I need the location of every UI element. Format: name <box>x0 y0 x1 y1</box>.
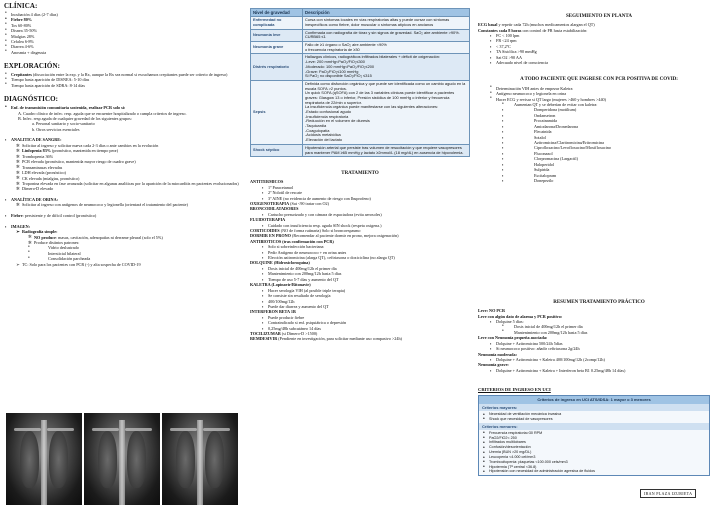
list-item: ▪ Sotalol <box>478 135 720 140</box>
icu-criteria-box <box>478 395 710 476</box>
list-item: • Antígeno neumococo y legionela en orina <box>478 91 720 96</box>
severity-desc: Hipotensión arterial que persiste tras volumen de resucitación y que requiere vasopresores para mantener PAM ≥65 mmHg y lactato ≥2mmol/L (18 mg/dL) en ausencia de hipovolemia. <box>303 144 470 156</box>
list-item: ▪ Dolquine + Azitromicina 500/24h 5días <box>478 341 720 346</box>
list-item: ▪ IMAGEN: <box>4 224 242 229</box>
list-item: • Aumentan QT y se deberían de evitar con kaletra: <box>478 102 720 107</box>
right-column <box>478 0 720 184</box>
severity-desc: Cursa con síntomas locales en vías respiratorias altas y puede cursar con síntomas inespecíficos como fiebre, dolor muscular o síntomas atípicos en ancianos <box>303 17 470 29</box>
analitica-sangre <box>4 137 242 191</box>
resumen-title: RESUMEN TRATAMIENTO PRÁCTICO <box>553 300 645 305</box>
list-item: ✲ Solicitar al ingreso y solicitar nueva cada 2-3 días o ante cambios en la evolución <box>4 143 242 148</box>
chest-xray-image <box>84 413 160 505</box>
severity-desc: Fallo de ≥1 órgano o SaO₂ aire ambiente <90% o frecuencia respiratoria de ≥30 <box>303 42 470 54</box>
list-item: ▪ Pedir Antígeno de neumococo + en orina antes <box>250 250 470 255</box>
list-item: ▪ Adecuado nivel de consciencia <box>478 60 720 65</box>
list-item: • Necesidad de ventilación mecánica invasiva <box>482 412 706 417</box>
list-item: • Intersticial bilateral <box>4 251 242 256</box>
fiebre-section <box>4 213 242 218</box>
list-item: ✲ NO produce: masas, cavitación, adenopatías ni derrame pleural (solo el 5%) <box>4 235 242 240</box>
leve-neumo-title: Leve con Neumonía pequeña asociada: <box>478 335 548 341</box>
list-item: ▪ Dolquine + Azitromicina + Kaletra + Interferon beta B1 0.25mg/48h 14 días) <box>478 368 720 373</box>
list-item: • Incubación 4 días (2-7 días) <box>4 12 242 17</box>
list-item: ✲ Trombopenia 36% <box>4 154 242 159</box>
list-item: ▪ Sat O2 >90 AA <box>478 55 720 60</box>
list-item: • Shock que necesidad de vasopresores <box>482 417 706 422</box>
list-item: • Disnea 35-50% <box>4 28 242 33</box>
list-item: ▪ Solo si sobreinfección bacteriana <box>250 244 470 249</box>
exploracion-list <box>4 72 242 88</box>
severity-desc: Definida como disfunción orgánica y que puede ser identificada como un cambio agudo en la escala SOFA >2 puntos. Un quick SOFA (qSOFA) con 2 de las 3 variables clínicas puede identificar a pacientes graves: Glasgow 13 o inferior, Presión sistólica de 100 mmHg o inferior y frecuencia respiratoria de 22/min o superior. La insuficiencia orgánica puede manifestarse con las siguientes alteraciones: -Estado confusional agudo -Insuficiencia respiratoria -Reducción en el volumen de diuresis -Taquicardia -Coagulopatía -Acidosis metabólica -Elevación del lactato <box>303 80 470 144</box>
antibioticos-title: ANTIBIOTICOS (tras confirmación con PCR) <box>250 238 334 244</box>
list-item: ▪ Puede producir fiebre <box>250 315 470 320</box>
list-item: ▪ Se consiste sin resultado de serología <box>250 293 470 298</box>
kaletra-title: KALETRA (Lopinavir/Ritonavir) <box>250 282 311 288</box>
table-row <box>251 42 470 54</box>
list-item: ▪ Mantenimiento con 200mg/12h hasta 5 días <box>250 271 470 276</box>
list-item: • Confusión/desorientación <box>482 445 706 450</box>
moderada-title: Neumonía moderada: <box>478 351 517 357</box>
list-item: • Hacer ECG y revisar si QT largo (mujeres >460 y hombres >440) <box>478 97 720 102</box>
list-item: B. Infec. resp aguda de cualquier gravedad de los siguientes grupos: <box>18 115 132 121</box>
list-item: ▪ Cuidado con insuficiencia resp. aguda SIN shock (respeta oxigena.) <box>250 223 470 228</box>
diagnostico-title: DIAGNÓSTICO: <box>4 95 59 104</box>
list-item: • Mantenimiento con 200mg/12h hasta 5 días <box>478 330 720 335</box>
list-item: ▪ Ondansetron <box>478 113 720 118</box>
constantes-list <box>478 33 720 65</box>
list-item: ▪ Si neumococo positivo: añadir ceftriaxona 2g/24h <box>478 346 720 351</box>
list-item: ▪ Puede dar diarrea y aumento del QT <box>250 304 470 309</box>
list-item: ▪ 1º Paracetamol <box>250 185 470 190</box>
list-item: • Infiltrados multilobares <box>482 440 706 445</box>
list-item: ▪ 0,25mg/48h subcutáneo 14 días <box>250 326 470 331</box>
table-row <box>251 17 470 29</box>
list-item: ▪ Tiempo de uso 5-7 días y aumento del QT <box>250 277 470 282</box>
list-item: • PaO2/FiO2< 250 <box>482 436 706 441</box>
severity-desc: Confirmada con radiografía de tórax y sin signos de gravedad. SaO₂ aire ambiente >90%. CURB65 ≤1 <box>303 29 470 41</box>
clinica-list <box>4 12 242 55</box>
list-item: ✲ Produce distintos patrones: <box>4 240 242 245</box>
list-item: • Dosis inicial de 400mg/12h el primer día <box>478 324 720 329</box>
list-item: ▪ 400/100mg/12h <box>250 299 470 304</box>
list-item: • Enf. de transmisión comunitaria sostenida, realizar PCR solo si: <box>4 105 242 110</box>
dolquine-title: DOLQUINE (Hidroxicloroquina) <box>250 260 310 266</box>
severity-desc: Hallazgos clínicos, radiográficos infiltrados bilaterales + déficit de oxigenación: -Leve: 200 mmHg<PaO₂/FiO₂≤300 -Moderado: 100 mmHg<PaO₂/FiO₂≤200 -Grave: PaO₂/FiO₂≤100 mmHg Si PaO₂ no disponible SaO₂/FiO₂ ≤315 <box>303 54 470 80</box>
list-item: ➢ Radiografía simple: <box>4 229 242 234</box>
list-item: • Vidrio deslustrado <box>4 245 242 250</box>
grave-title: Neumonía grave: <box>478 362 509 368</box>
list-item: • Hipotensión con necesidad de administración agresiva de fluidos <box>482 469 706 474</box>
list-item: • Tiempo hasta aparición de DISNEA: 5-10 días <box>4 77 242 82</box>
dormir-prono: DORMIR EN PRONO (Recomendar al paciente dormir en prono, mejora oxigenación) <box>250 233 399 239</box>
icu-box-title: Criterios de ingreso en UCI ATS/IDSA: 1 mayor o 3 menores <box>479 396 709 404</box>
analitica-orina <box>4 197 242 208</box>
middle-column <box>250 0 470 342</box>
list-item: ▪ Dolquine + Azitromicina + Kaletra 400/100mg/12h (2comp/12h) <box>478 357 720 362</box>
author-label: IBAN PLAZA IZURIETA <box>640 489 696 498</box>
chest-xray-image <box>162 413 238 505</box>
icu-menores-title: Criterios menores: <box>479 423 709 430</box>
severity-level: Neumonía grave <box>251 42 303 54</box>
antitermicos-title: ANTITERMICOS <box>250 179 284 185</box>
constantes: Constantes cada 8 horas con control de FR hasta estabilización: <box>478 27 588 33</box>
antitermicos-list <box>250 185 470 201</box>
icu-mayores-title: Criterios mayores: <box>479 404 709 411</box>
list-item: ▪ 3º AINE (no evidencia de aumento de riesgo con Ibuprofeno) <box>250 196 470 201</box>
clinica-title: CLÍNICA: <box>4 2 38 10</box>
list-item: • Uremia (BUN >20 mg/DL) <box>482 450 706 455</box>
table-header: Descripción <box>303 9 470 17</box>
exploracion-title: EXPLORACIÓN: <box>4 62 61 71</box>
list-item: • Trombocitopenia: plaquetas <100.000 cels/mm3 <box>482 460 706 465</box>
list-item: ➢ TC: Solo para los pacientes con PCR (-) y alta sospecha de COVID-19 <box>4 262 242 267</box>
chest-xray-image <box>6 413 82 505</box>
list-item: ▪ ANALITICA DE SANGRE: <box>4 137 242 142</box>
table-header: Nivel de gravedad <box>251 9 303 17</box>
list-item: • Diarrea 4-6% <box>4 44 242 49</box>
leve-no-pcr: Leve: NO PCR <box>478 308 505 314</box>
list-item: ▪ TA Sistólica >90 mmHg <box>478 49 720 54</box>
ecg-basal: ECG basal y repetir cada 72h (muchos medicamentos alargan el QT) <box>478 22 595 28</box>
list-item: ▪ 2º Nolotil de rescate <box>250 190 470 195</box>
severity-table <box>250 8 470 157</box>
list-item: • Leucopenia <4.000 cel/mm3 <box>482 455 706 460</box>
tocilizumab: TOCILIZUMAB (si Dímero-D >1500) <box>250 331 318 337</box>
list-item: • Frecuencia respiratoria>30 RPM <box>482 431 706 436</box>
list-item: ✲ Linfopenia 83% (pronóstico, mantenida en tiempo peor) <box>4 148 242 153</box>
list-item: ✲ PCR elevada (pronóstico, mantenida mayor riesgo de cuadro grave) <box>4 159 242 164</box>
list-item: ▪ Amiodarona/Dronedarona <box>478 124 720 129</box>
pcr-positivo-title: A TODO PACIENTE QUE INGRESE CON PCR POSITIVA DE COVID: <box>520 77 678 83</box>
list-item: ▪ Flecainida <box>478 129 720 134</box>
list-item: A. Cuadro clínico de infec. resp. aguda que se encuentre hospitalizado o cumpla criterios de ingreso. <box>18 110 187 116</box>
left-column <box>4 0 242 267</box>
severity-level: Enfermedad no complicada <box>251 17 303 29</box>
severity-level: Sepsis <box>251 80 303 144</box>
list-item: ▪ Hacer serología VIH (al posible triple terapia) <box>250 288 470 293</box>
list-item: a. Personal sanitario y socio-sanitario <box>32 121 95 127</box>
table-row <box>251 29 470 41</box>
oxigenoterapia: OXIGENOTERAPIA (Sat <90 tratar con O2) <box>250 201 330 207</box>
list-item: ▪ Clorpromacina (Largactil) <box>478 156 720 161</box>
fluidoterapia-title: FLUIDOTERAPIA <box>250 217 286 223</box>
severity-level: Distrés respiratorio <box>251 54 303 80</box>
list-item: • Consolidación parcheada <box>4 256 242 261</box>
list-item: ✲ Transaminasas elevadas <box>4 165 242 170</box>
list-item: ▪ FR <24 rpm <box>478 38 720 43</box>
list-item: ▪ Haloperidol <box>478 162 720 167</box>
tratamiento-title: TRATAMIENTO <box>341 171 379 177</box>
list-item: ▪ Sulpirida <box>478 167 720 172</box>
list-item: b. Otros servicios esenciales <box>32 126 80 132</box>
table-header-row <box>251 9 470 17</box>
list-item: ▪ Dosis inicial de 400mg/12h el primer día <box>250 266 470 271</box>
severity-level: Shock séptico <box>251 144 303 156</box>
list-item: • Cefalea 6-8% <box>4 39 242 44</box>
list-item: • Mialgias 28% <box>4 34 242 39</box>
list-item: ▪ Fluconazol <box>478 151 720 156</box>
list-item: • Tiempo hasta aparición de SDRA: 8-14 días <box>4 83 242 88</box>
list-item: ▪ Cartucho presurizado y con cámara de espaciadora (evita aerosoles) <box>250 212 470 217</box>
seguimiento-title: SEGUIMIENTO EN PLANTA <box>566 14 632 19</box>
list-item: ▪ Ciprofloxacino/Levofloxacino/Moxifloxacino <box>478 145 720 150</box>
list-item: ▪ Escitalopram <box>478 173 720 178</box>
list-item: • Anosmia + disgeusia <box>4 50 242 55</box>
list-item: ▪ Fiebre: persistente y de difícil control (pronóstico) <box>4 213 242 218</box>
list-item: • Fiebre 80% <box>4 17 242 22</box>
list-item: ✲ Troponina elevada en fase avanzada (solicitar en algunas analíticas por la aparición de la miocarditis en pacientes evolucionados) <box>4 181 242 186</box>
table-row <box>251 80 470 144</box>
list-item: ▪ FC < 100 lpm <box>478 33 720 38</box>
interferon-title: INTERFERON BETA 1B <box>250 309 296 315</box>
list-item: ▪ ANALÍTICA DE ORINA: <box>4 197 242 202</box>
severity-level: Neumonía leve <box>251 29 303 41</box>
pcr-positivo-list <box>478 86 720 184</box>
list-item: • Tos 60-80% <box>4 23 242 28</box>
leve-alarma-title: Leve con algún dato de alarma y PCR positivo: <box>478 313 563 319</box>
table-row <box>251 144 470 156</box>
list-item: ▪ Domperidona (motilium) <box>478 107 720 112</box>
list-item: • Crepitantes (dissociación entre la exp. y la Rx, aunque la Rx sea normal si escuchamos crepitantes puede ser criterio de ingreso) <box>4 72 242 77</box>
icu-heading: CRITERIOS DE INGRESO EN UCI <box>478 387 551 393</box>
remdesivir: REMDESIVIR (Pendiente en investigación, para solicitar mediante uso compasivo >24h) <box>250 336 402 342</box>
list-item: ▪ Azitromicina/Claritromicina/Eritromicina <box>478 140 720 145</box>
resumen-section <box>478 300 720 476</box>
diagnostico-list <box>4 105 242 132</box>
corticoides: CORTICOIDES (NO de forma rutinaria) Solo si broncoespasmo <box>250 228 361 234</box>
list-item: ✲ Dímero-D elevado <box>4 186 242 191</box>
list-item: ✲ Solicitar al ingreso con antígenos de neumococo y legionella (orientará el tratamiento del paciente) <box>4 202 242 207</box>
list-item: ▪ Procainamida <box>478 118 720 123</box>
list-item: ✲ LDH elevada (pronóstico) <box>4 170 242 175</box>
list-item: ▪ Dolquine 5 días: <box>478 319 720 324</box>
broncodilatadores-title: BRONCODILATADORES <box>250 206 299 212</box>
imagen-section <box>4 224 242 267</box>
list-item: ▪ Donepezilo <box>478 178 720 183</box>
table-row <box>251 54 470 80</box>
list-item: ✲ CK elevada (mialgias, pronóstico) <box>4 176 242 181</box>
list-item: • Determinación VIH antes de empezar Kaletra <box>478 86 720 91</box>
list-item: • Hipotermia (Tª central <36.8) <box>482 465 706 470</box>
list-item: ▪ < 37,2ºC <box>478 44 720 49</box>
list-item: ▪ Contraindicado si enf. psiquiátrica o depresión <box>250 320 470 325</box>
list-item: ▪ Elección azitromicina (alarga QT), ceftriaxona o doxiciclina (no alarga QT) <box>250 255 470 260</box>
